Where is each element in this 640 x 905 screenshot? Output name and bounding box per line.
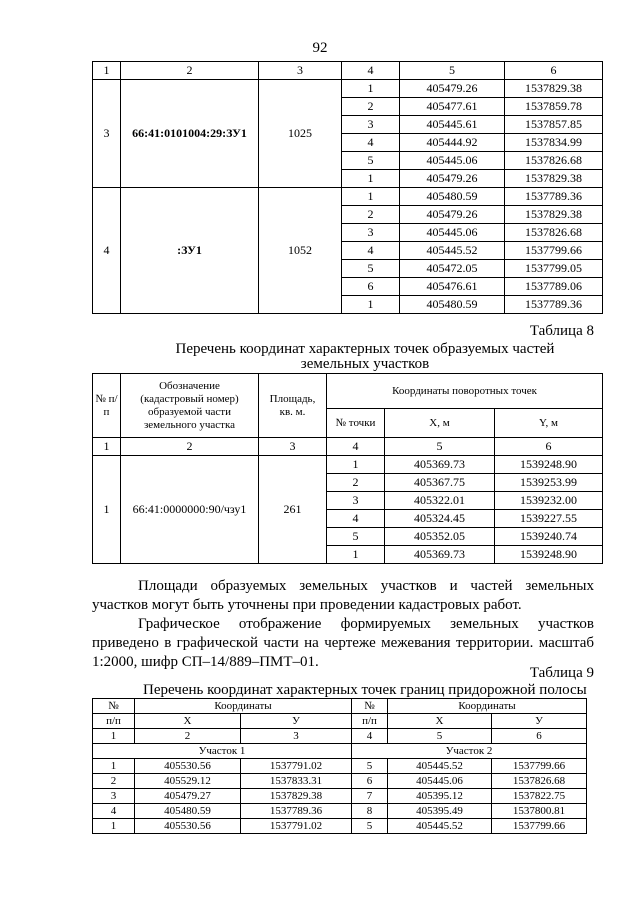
table9-header-y: У (492, 714, 587, 729)
table8-label: Таблица 8 (529, 323, 594, 339)
column-number-cell: 5 (400, 62, 505, 80)
column-number-cell: 6 (505, 62, 603, 80)
x-coordinate: 405445.06 (388, 774, 492, 789)
point-number: 4 (342, 134, 400, 152)
point-number: 6 (342, 278, 400, 296)
table-row (93, 774, 587, 789)
point-number: 1 (342, 188, 400, 206)
y-coordinate: 1537791.02 (241, 759, 352, 774)
point-number: 3 (93, 789, 135, 804)
point-number: 4 (93, 804, 135, 819)
paragraph1-text: Площади образуемых земельных участков и частей земельных участков могут быть уточнены при проведении кадастровых работ. (92, 578, 594, 613)
point-number: 4 (327, 510, 385, 528)
table8-colnum: 2 (121, 438, 259, 456)
x-coordinate: 405445.52 (388, 759, 492, 774)
table8-header-y: Y, м (495, 409, 603, 438)
table9-h-num-top: № (93, 699, 135, 714)
table8 (92, 373, 603, 564)
table9-h-num-bottom: п/п (93, 714, 135, 729)
table9-colnum: 1 (93, 729, 135, 744)
x-coordinate: 405395.49 (388, 804, 492, 819)
y-coordinate: 1537799.66 (505, 242, 603, 260)
y-coordinate: 1539240.74 (495, 528, 603, 546)
point-number: 2 (93, 774, 135, 789)
table9 (92, 698, 587, 834)
x-coordinate: 405480.59 (400, 296, 505, 314)
y-coordinate: 1537799.05 (505, 260, 603, 278)
x-coordinate: 405322.01 (385, 492, 495, 510)
y-coordinate: 1537834.99 (505, 134, 603, 152)
point-number: 5 (342, 152, 400, 170)
y-coordinate: 1537800.81 (492, 804, 587, 819)
y-coordinate: 1539248.90 (495, 546, 603, 564)
y-coordinate: 1539253.99 (495, 474, 603, 492)
table8-header-area: Площадь, кв. м. (259, 374, 327, 438)
table9-colnum: 5 (388, 729, 492, 744)
table9-header-x: X (388, 714, 492, 729)
x-coordinate: 405444.92 (400, 134, 505, 152)
page-number: 92 (312, 40, 328, 56)
table9-header-x: X (135, 714, 241, 729)
table8-header-designation: Обозначение (кадастровый номер) образуемой части земельного участка (121, 374, 259, 438)
x-coordinate: 405530.56 (135, 819, 241, 834)
area-value: 1025 (259, 80, 342, 188)
y-coordinate: 1537789.06 (505, 278, 603, 296)
table-row (93, 456, 603, 474)
y-coordinate: 1537829.38 (505, 170, 603, 188)
y-coordinate: 1537826.68 (505, 152, 603, 170)
x-coordinate: 405530.56 (135, 759, 241, 774)
x-coordinate: 405479.26 (400, 206, 505, 224)
group-number: 4 (93, 188, 121, 314)
table8-colnum: 4 (327, 438, 385, 456)
paragraph-areas-note (92, 577, 594, 615)
table8-colnum: 5 (385, 438, 495, 456)
y-coordinate: 1537826.68 (492, 774, 587, 789)
x-coordinate: 405479.27 (135, 789, 241, 804)
column-number-cell: 2 (121, 62, 259, 80)
point-number: 1 (342, 296, 400, 314)
y-coordinate: 1537829.38 (505, 206, 603, 224)
row-number: 1 (93, 456, 121, 564)
point-number: 7 (352, 789, 388, 804)
x-coordinate: 405480.59 (400, 188, 505, 206)
y-coordinate: 1539227.55 (495, 510, 603, 528)
point-number: 1 (93, 759, 135, 774)
area-value: 1052 (259, 188, 342, 314)
table8-colnum: 3 (259, 438, 327, 456)
x-coordinate: 405369.73 (385, 546, 495, 564)
x-coordinate: 405395.12 (388, 789, 492, 804)
point-number: 3 (327, 492, 385, 510)
point-number: 4 (342, 242, 400, 260)
point-number: 2 (342, 98, 400, 116)
x-coordinate: 405476.61 (400, 278, 505, 296)
column-number-cell: 3 (259, 62, 342, 80)
x-coordinate: 405445.61 (400, 116, 505, 134)
x-coordinate: 405479.26 (400, 170, 505, 188)
table8-title-line2: земельных участков (300, 356, 430, 372)
x-coordinate: 405479.26 (400, 80, 505, 98)
y-coordinate: 1537799.66 (492, 819, 587, 834)
x-coordinate: 405369.73 (385, 456, 495, 474)
point-number: 2 (342, 206, 400, 224)
point-number: 1 (327, 456, 385, 474)
y-coordinate: 1537789.36 (505, 188, 603, 206)
table9-header-y: У (241, 714, 352, 729)
x-coordinate: 405445.52 (400, 242, 505, 260)
y-coordinate: 1539232.00 (495, 492, 603, 510)
table9-header-coords-1: Координаты (135, 699, 352, 714)
table-row (93, 789, 587, 804)
y-coordinate: 1537789.36 (241, 804, 352, 819)
point-number: 1 (342, 80, 400, 98)
point-number: 5 (327, 528, 385, 546)
table8-header-x: X, м (385, 409, 495, 438)
y-coordinate: 1537791.02 (241, 819, 352, 834)
table8-header-coords: Координаты поворотных точек (327, 374, 603, 409)
cadastral-number: 66:41:0101004:29:ЗУ1 (121, 80, 259, 188)
y-coordinate: 1537859.78 (505, 98, 603, 116)
table-row (93, 188, 603, 206)
point-number: 1 (327, 546, 385, 564)
point-number: 1 (342, 170, 400, 188)
point-number: 2 (327, 474, 385, 492)
area-value: 261 (259, 456, 327, 564)
y-coordinate: 1537826.68 (505, 224, 603, 242)
point-number: 3 (342, 116, 400, 134)
table9-label: Таблица 9 (529, 665, 594, 681)
y-coordinate: 1537829.38 (505, 80, 603, 98)
y-coordinate: 1539248.90 (495, 456, 603, 474)
x-coordinate: 405477.61 (400, 98, 505, 116)
y-coordinate: 1537829.38 (241, 789, 352, 804)
x-coordinate: 405529.12 (135, 774, 241, 789)
table-row (93, 819, 587, 834)
x-coordinate: 405480.59 (135, 804, 241, 819)
x-coordinate: 405324.45 (385, 510, 495, 528)
table9-colnum: 2 (135, 729, 241, 744)
point-number: 5 (352, 759, 388, 774)
table9-colnum: 4 (352, 729, 388, 744)
point-number: 3 (342, 224, 400, 242)
x-coordinate: 405445.06 (400, 224, 505, 242)
point-number: 1 (93, 819, 135, 834)
table-row (93, 804, 587, 819)
table9-header-coords-2: Координаты (388, 699, 587, 714)
table8-colnum: 1 (93, 438, 121, 456)
y-coordinate: 1537822.75 (492, 789, 587, 804)
point-number: 5 (352, 819, 388, 834)
x-coordinate: 405445.06 (400, 152, 505, 170)
table-row (93, 80, 603, 98)
table9-title: Перечень координат характерных точек границ придорожной полосы (143, 682, 587, 698)
table8-colnum: 6 (495, 438, 603, 456)
cadastral-number: :ЗУ1 (121, 188, 259, 314)
x-coordinate: 405367.75 (385, 474, 495, 492)
y-coordinate: 1537789.36 (505, 296, 603, 314)
table9-section2: Участок 2 (352, 744, 587, 759)
table-row (93, 759, 587, 774)
x-coordinate: 405472.05 (400, 260, 505, 278)
y-coordinate: 1537799.66 (492, 759, 587, 774)
column-number-cell: 1 (93, 62, 121, 80)
y-coordinate: 1537857.85 (505, 116, 603, 134)
table8-header-point: № точки (327, 409, 385, 438)
point-number: 8 (352, 804, 388, 819)
point-number: 6 (352, 774, 388, 789)
x-coordinate: 405352.05 (385, 528, 495, 546)
group-number: 3 (93, 80, 121, 188)
table9-h-num-bottom: п/п (352, 714, 388, 729)
paragraph2-text: Графическое отображение формируемых земельных участков приведено в графической части на чертеже межевания территории. масштаб 1:2000, шифр СП–14/889–ПМТ–01. (92, 616, 594, 670)
table9-section1: Участок 1 (93, 744, 352, 759)
y-coordinate: 1537833.31 (241, 774, 352, 789)
x-coordinate: 405445.52 (388, 819, 492, 834)
table8-header-num: № п/п (93, 374, 121, 438)
table8-title-line1: Перечень координат характерных точек образуемых частей (175, 341, 555, 357)
part-designation: 66:41:0000000:90/чзу1 (121, 456, 259, 564)
table9-colnum: 6 (492, 729, 587, 744)
table9-h-num-top: № (352, 699, 388, 714)
coordinates-table-continued (92, 61, 603, 314)
paragraph-graphic-note (92, 615, 594, 672)
point-number: 5 (342, 260, 400, 278)
table9-colnum: 3 (241, 729, 352, 744)
column-number-cell: 4 (342, 62, 400, 80)
